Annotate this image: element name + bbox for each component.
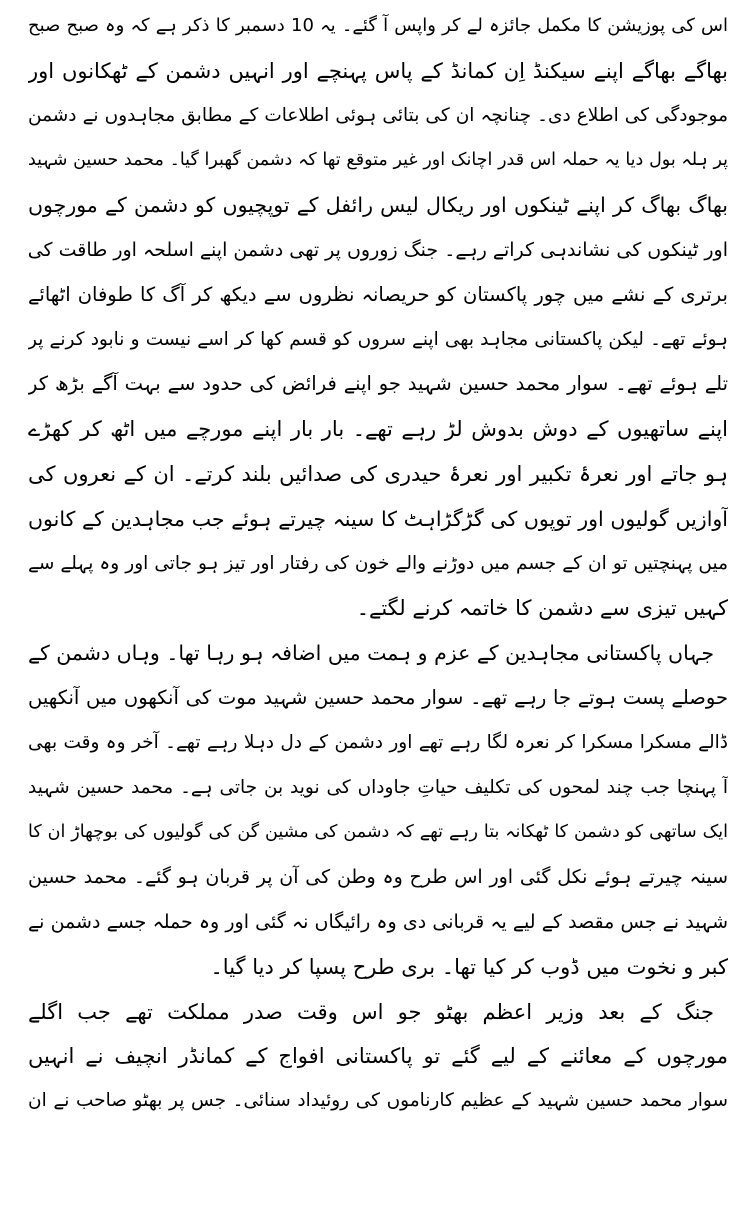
text-line: برتری کے نشے میں چور پاکستان کو حریصانہ نظروں سے دیکھ کر آگ کا طوفان اٹھائے [28,282,728,306]
text-line: حوصلے پست ہوتے جا رہے تھے۔ سوار محمد حسین شہید موت کی آنکھوں میں آنکھیں [28,685,728,709]
text-line: جہاں پاکستانی مجاہدین کے عزم و ہمت میں اضافہ ہو رہا تھا۔ وہاں دشمن کے [28,641,714,666]
paragraph-2 [28,631,728,989]
text-line: بھاگ بھاگ کر اپنے ٹینکوں اور ریکال لیس رائفل کے توپچیوں کو دشمن کے مورچوں [28,193,728,218]
text-line: میں پہنچتیں تو ان کے جسم میں دوڑنے والے خون کی رفتار اور تیز ہو جاتی اور وہ پہلے سے [28,552,728,574]
text-line: ہوئے تھے۔ لیکن پاکستانی مجاہد بھی اپنے سروں کو قسم کھا کر اسے نیست و نابود کرنے پر [28,328,728,350]
text-line: اس کی پوزیشن کا مکمل جائزہ لے کر واپس آ گئے۔ یہ 10 دسمبر کا ذکر ہے کہ وہ صبح صبح [28,15,728,36]
text-line: اور ٹینکوں کی نشاندہی کراتے رہے۔ جنگ زوروں پر تھی دشمن اپنے اسلحہ اور طاقت کی [28,238,728,261]
text-line: کبر و نخوت میں ڈوب کر کیا تھا۔ بری طرح پسپا کر دیا گیا۔ [210,954,728,979]
text-line: مورچوں کے معائنے کے لیے گئے تو پاکستانی افواج کے کمانڈر انچیف نے انہیں [28,1044,728,1069]
text-line: سینہ چیرتے ہوئے نکل گئی اور اس طرح وہ وطن کی آن پر قربان ہو گئے۔ محمد حسین [28,866,728,889]
text-line: تلے ہوئے تھے۔ سوار محمد حسین شہید جو اپنے فرائض کی حدود سے بہت آگے بڑھ کر [28,372,728,396]
text-line: سوار محمد حسین شہید کے عظیم کارناموں کی روئیداد سنائی۔ جس پر بھٹو صاحب نے ان [28,1090,728,1112]
text-line: بھاگے بھاگے اپنے سیکنڈ اِن کمانڈ کے پاس پہنچے اور انہیں دشمن کے ٹھکانوں اور [28,58,728,83]
paragraph-3 [28,990,728,1124]
text-line: اپنے ساتھیوں کے دوش بدوش لڑ رہے تھے۔ بار بار اپنے مورچے میں اٹھ کر کھڑے [28,417,728,442]
document-page [28,4,728,1214]
text-line: جنگ کے بعد وزیر اعظم بھٹو جو اس وقت صدر مملکت تھے جب اگلے [28,999,714,1024]
text-line: ڈالے مسکرا مسکرا کر نعرہ لگا رہے تھے اور دشمن کے دل دہلا رہے تھے۔ آخر وہ وقت بھی [28,731,728,753]
text-line: ہو جاتے اور نعرۂ تکبیر اور نعرۂ حیدری کی صدائیں بلند کرتے۔ ان کے نعروں کی [28,461,728,486]
text-line: ایک ساتھی کو دشمن کا ٹھکانہ بتا رہے تھے کہ دشمن کی مشین گن کی گولیوں کی بوچھاڑ ان کا [28,822,728,843]
text-line: پر ہلہ بول دیا یہ حملہ اس قدر اچانک اور غیر متوقع تھا کہ دشمن گھبرا گیا۔ محمد حسین شہید [28,150,728,171]
text-line: شہید نے جس مقصد کے لیے یہ قربانی دی وہ رائیگاں نہ گئی اور وہ حملہ جسے دشمن نے [28,910,728,933]
text-line: کہیں تیزی سے دشمن کا خاتمہ کرنے لگتے۔ [356,596,728,621]
text-line: موجودگی کی اطلاع دی۔ چنانچہ ان کی بتائی ہوئی اطلاعات کے مطابق مجاہدوں نے دشمن [28,104,728,126]
paragraph-1 [28,4,728,631]
text-line: آ پہنچا جب چند لمحوں کی تکلیف حیاتِ جاوداں کی نوید بن جاتی ہے۔ محمد حسین شہید [28,776,728,798]
text-line: آوازیں گولیوں اور توپوں کی گڑگڑاہٹ کا سینہ چیرتے ہوئے جب مجاہدین کے کانوں [28,506,728,531]
